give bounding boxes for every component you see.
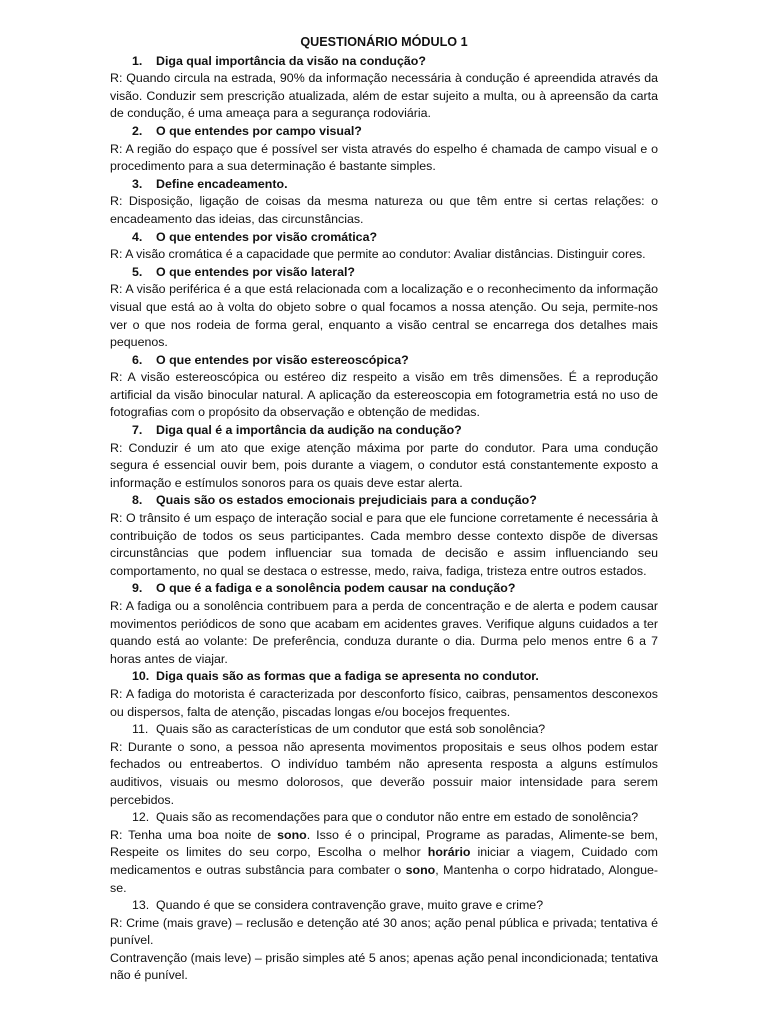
question-text: Diga quais são as formas que a fadiga se apresenta no condutor. — [156, 669, 539, 684]
question-number: 8. — [132, 493, 143, 508]
answer-emphasis: sono — [405, 862, 436, 877]
answer-emphasis: sono — [277, 827, 307, 842]
question-3 — [110, 176, 658, 194]
question-number: 6. — [132, 352, 143, 367]
question-text: O que entendes por campo visual? — [156, 123, 362, 138]
question-text: Diga qual importância da visão na condução? — [156, 53, 426, 68]
question-number: 10. — [132, 669, 150, 684]
answer-2: R: A região do espaço que é possível ser vista através do espelho é chamada de campo visual e o procedimento para a sua determinação é bastante simples. — [110, 141, 658, 174]
question-9 — [110, 580, 658, 598]
question-10 — [110, 668, 658, 686]
question-text: Define encadeamento. — [156, 176, 288, 191]
answer-3: R: Disposição, ligação de coisas da mesma natureza ou que têm entre si certas relações: o encadeamento das ideias, das circunstâncias. — [110, 194, 658, 226]
question-number: 4. — [132, 229, 143, 244]
answer-4: R: A visão cromática é a capacidade que permite ao condutor: Avaliar distâncias. Distinguir cores. — [110, 247, 646, 262]
question-5 — [110, 264, 658, 282]
question-number: 12. — [132, 810, 150, 825]
answer-13-continued: Contravenção (mais leve) – prisão simples até 5 anos; apenas ação penal incondicionada; tentativa não é punível. — [110, 950, 658, 983]
answer-11: R: Durante o sono, a pessoa não apresenta movimentos propositais e seus olhos podem estar fechados ou entreabertos. O indivíduo também não apresenta resposta a alguns estímulos auditivos, visuais ou mesmo dolorosos, que deverão possuir maior intensidade para serem percebidos. — [110, 739, 658, 807]
question-number: 9. — [132, 581, 143, 596]
question-text: O que entendes por visão estereoscópica? — [156, 352, 409, 367]
answer-13: R: Crime (mais grave) – reclusão e detenção até 30 anos; ação penal pública e privada; tentativa é punível. — [110, 915, 658, 948]
question-6 — [110, 352, 658, 370]
question-number: 2. — [132, 123, 143, 138]
document-title: QUESTIONÁRIO MÓDULO 1 — [300, 35, 468, 49]
question-12 — [110, 809, 658, 827]
answer-8: R: O trânsito é um espaço de interação social e para que ele funcione corretamente é necessária à contribuição de todos os seus participantes. Cada membro desse contexto dispõe de diversas circunstâncias que podem influenciar sua tomada de decisão e assim influenciando seu comportamento, no qual se destaca o estresse, medo, raiva, fadiga, tristeza entre outros estados. — [110, 511, 658, 578]
question-number: 11. — [132, 722, 149, 737]
answer-1: R: Quando circula na estrada, 90% da informação necessária à condução é apreendida através da visão. Conduzir sem prescrição atualizada, além de estar sujeito a multa, ou à apreensão da carta de condução, é uma ameaça para a segurança rodoviária. — [110, 71, 658, 121]
answer-10: R: A fadiga do motorista é caracterizada por desconforto físico, caibras, pensamentos desconexos ou dispersos, falta de atenção, piscadas longas e/ou bocejos frequentes. — [110, 686, 658, 719]
answer-12 — [110, 827, 658, 897]
answer-text: . Isso é o principal, Programe as paradas, Alimente-se bem, Respeite os limites do seu corpo, Escolha o melhor — [110, 827, 658, 860]
question-13 — [110, 897, 658, 915]
question-11 — [110, 721, 658, 739]
question-text: O que entendes por visão cromática? — [156, 229, 378, 244]
answer-emphasis: horário — [427, 845, 471, 860]
question-text: Quais são as recomendações para que o condutor não entre em estado de sonolência? — [156, 810, 639, 825]
question-2 — [110, 123, 658, 141]
question-text: O que é a fadiga e a sonolência podem causar na condução? — [156, 581, 516, 596]
question-4 — [110, 229, 658, 247]
answer-text: , Mantenha o corpo hidratado, Alongue-se. — [110, 862, 658, 895]
answer-6: R: A visão estereoscópica ou estéreo diz respeito a visão em três dimensões. É a reprodução artificial da visão binocular natural. A aplicação da estereoscopia em fotogrametria está no uso de fotografias com o propósito da observação e obtenção de medidas. — [110, 370, 658, 420]
answer-text: R: Tenha uma boa noite de — [110, 827, 278, 842]
question-number: 7. — [132, 423, 143, 438]
answer-9: R: A fadiga ou a sonolência contribuem para a perda de concentração e de alerta e podem causar movimentos periódicos de sono que acabam em acidentes graves. Verifique alguns cuidados a ter quando está ao volante: De preferência, conduza durante o dia. Durma pelo menos entre 6 a 7 horas antes de viajar. — [110, 599, 658, 666]
question-text: O que entendes por visão lateral? — [156, 264, 355, 279]
question-text: Quando é que se considera contravenção grave, muito grave e crime? — [156, 898, 544, 913]
question-7 — [110, 422, 658, 440]
answer-7: R: Conduzir é um ato que exige atenção máxima por parte do condutor. Para uma condução segura é essencial ouvir bem, pois durante a viagem, o condutor está constantemente exposto a informação e estímulos sonoros para os quais deve estar alerta. — [110, 440, 658, 490]
question-number: 1. — [132, 53, 143, 68]
answer-text: iniciar a viagem, Cuidado com medicamentos e outras substância para combater o — [110, 845, 658, 877]
question-text: Quais são os estados emocionais prejudiciais para a condução? — [156, 493, 537, 508]
question-1 — [110, 53, 658, 71]
question-number: 3. — [132, 176, 143, 191]
answer-5: R: A visão periférica é a que está relacionada com a localização e o reconhecimento da informação visual que está ao à volta do objeto sobre o qual focamos a nossa atenção. Ou seja, permite-nos ver o que nos rodeia de forma geral, enquanto a visão central se encarrega dos detalhes mais pequenos. — [110, 282, 658, 350]
question-number: 5. — [132, 264, 143, 279]
question-text: Diga qual é a importância da audição na condução? — [156, 423, 462, 438]
question-number: 13. — [132, 898, 150, 913]
question-8 — [110, 492, 658, 510]
question-text: Quais são as características de um condutor que está sob sonolência? — [156, 722, 546, 737]
